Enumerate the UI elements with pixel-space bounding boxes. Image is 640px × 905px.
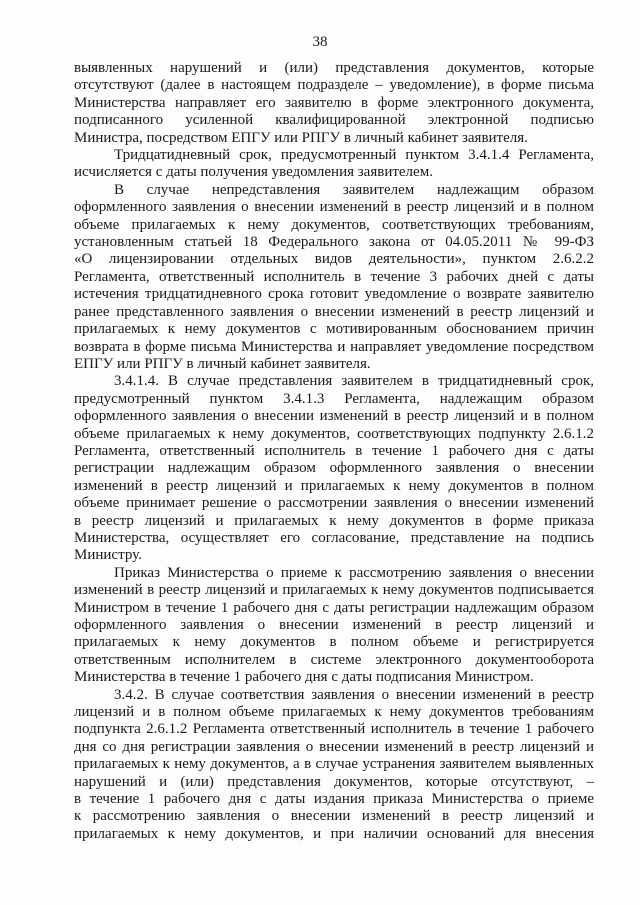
text-line: прилагаемых к нему документов, а в случае устранения заявителем выявленных — [74, 756, 594, 773]
text-line: 3.4.2. В случае соответствия заявления о внесении изменений в реестр — [114, 686, 594, 703]
text-line: выявленных нарушений и (или) представления документов, которые — [74, 60, 594, 76]
text-line: к рассмотрению заявления о внесении изменений в реестр лицензий и — [74, 808, 594, 825]
paragraph — [74, 565, 594, 687]
paragraph — [74, 60, 594, 147]
text-line: изменений в реестр лицензий и прилагаемых к нему документов в полном — [74, 477, 594, 494]
text-line: Министром в течение 1 рабочего дня с даты регистрации надлежащим образом — [74, 599, 594, 616]
text-line: ЕПГУ или РПГУ в личный кабинет заявителя. — [74, 355, 371, 372]
text-line: возврата в форме письма Министерства и направляет уведомление посредством — [74, 338, 594, 355]
text-line: объеме прилагаемых к нему документов, соответствующих подпункту 2.6.1.2 — [74, 425, 594, 442]
text-line: оформленного заявления о внесении изменений в реестр лицензий и в полном — [74, 199, 594, 216]
text-line: подписанного усиленной квалифицированной электронной подписью — [74, 112, 594, 129]
paragraph — [74, 373, 594, 564]
text-line: Приказ Министерства о приеме к рассмотрению заявления о внесении — [114, 564, 594, 581]
text-line: Регламента, ответственный исполнитель в течение 3 рабочих дней с даты — [74, 268, 594, 285]
text-line: Министру. — [74, 547, 142, 564]
text-line: прилагаемых к нему документов, и при наличии оснований для внесения — [74, 825, 594, 842]
text-line: Министерства направляет его заявителю в форме электронного документа, — [74, 94, 594, 111]
paragraph — [74, 182, 594, 373]
text-line: исчисляется с даты получения уведомления заявителем. — [74, 164, 433, 181]
text-line: лицензий и в полном объеме прилагаемых к нему документов требованиям — [74, 704, 594, 721]
text-line: ответственным исполнителем в системе электронного документооборота — [74, 651, 594, 668]
text-line: Регламента, ответственный исполнитель в течение 1 рабочего дня с даты — [74, 442, 594, 459]
text-line: прилагаемых к нему документов с мотивированным обоснованием причин — [74, 321, 594, 338]
text-line: Тридцатидневный срок, предусмотренный пунктом 3.4.1.4 Регламента, — [114, 147, 594, 164]
text-line: изменений в реестр лицензий и прилагаемых к нему документов подписывается — [74, 582, 594, 599]
text-line: 3.4.1.4. В случае представления заявителем в тридцатидневный срок, — [114, 373, 594, 390]
text-line: нарушений и (или) представления документов, которые отсутствуют, – — [74, 773, 594, 790]
text-line: ранее представленного заявления о внесении изменений в реестр лицензий и — [74, 303, 594, 320]
paragraph — [74, 687, 594, 844]
text-line: В случае непредставления заявителем надлежащим образом — [114, 181, 594, 198]
text-line: в течение 1 рабочего дня с даты издания приказа Министерства о приеме — [74, 791, 594, 808]
paragraph — [74, 147, 594, 182]
text-line: «О лицензировании отдельных видов деятельности», пунктом 2.6.2.2 — [74, 251, 594, 268]
text-line: оформленного заявления о внесении изменений в реестр лицензий и в полном — [74, 408, 594, 425]
text-line: Министра, посредством ЕПГУ или РПГУ в личный кабинет заявителя. — [74, 129, 528, 146]
text-line: объеме принимает решение о рассмотрении заявления о внесении изменений — [74, 495, 594, 512]
text-line: объеме прилагаемых к нему документов, соответствующих требованиям, — [74, 216, 594, 233]
text-line: оформленного заявления о внесении изменений в реестр лицензий и — [74, 617, 594, 633]
text-line: предусмотренный пунктом 3.4.1.3 Регламента, надлежащим образом — [74, 390, 594, 407]
page-number: 38 — [312, 34, 328, 50]
text-line: установленным статьей 18 Федерального закона от 04.05.2011 № 99-ФЗ — [74, 234, 594, 251]
text-line: в реестр лицензий и прилагаемых к нему документов в форме приказа — [74, 512, 594, 529]
document-body — [74, 60, 594, 843]
text-line: Министерства, осуществляет его согласование, представление на подпись — [74, 529, 594, 546]
text-line: регистрации надлежащим образом оформленного заявления о внесении — [74, 460, 594, 477]
text-line: подпункта 2.6.1.2 Регламента ответственный исполнитель в течение 1 рабочего — [74, 721, 594, 738]
text-line: истечения тридцатидневного срока готовит уведомление о возврате заявителю — [74, 286, 594, 303]
text-line: отсутствуют (далее в настоящем подразделе – уведомление), в форме письма — [74, 77, 594, 94]
text-line: прилагаемых к нему документов в полном объеме и регистрируется — [74, 634, 594, 651]
text-line: дня со дня регистрации заявления о внесении изменений в реестр лицензий и — [74, 738, 594, 755]
text-line: Министерства в течение 1 рабочего дня с даты подписания Министром. — [74, 669, 534, 686]
